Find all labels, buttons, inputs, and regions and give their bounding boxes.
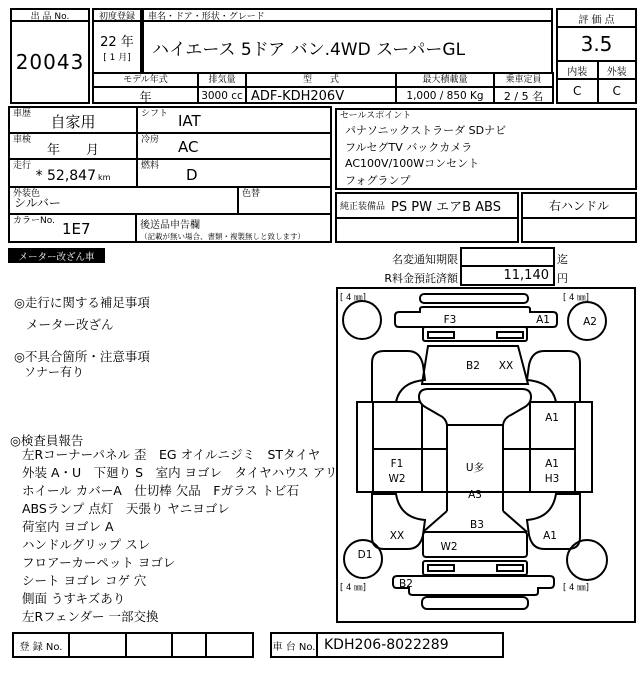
score-box [556, 26, 637, 62]
mileage-value: * 52,847 [35, 167, 96, 184]
color-change-label: 色替 [242, 189, 261, 199]
score-value: 3.5 [580, 32, 613, 56]
tread-depth-rear-right: [ 4 ㎜] [563, 583, 589, 593]
panel-label-rear-a1: A1 [543, 530, 557, 542]
panel-label-u: U多 [465, 462, 485, 474]
chassis-no-box [316, 632, 504, 658]
capacity-value: 2 / 5 名 [503, 90, 544, 103]
later-goods-box [135, 213, 332, 243]
color-no-label: カラーNo. [13, 216, 55, 226]
model-code-cell [245, 72, 397, 104]
inspector-line: 左Rコーナーパネル 歪 EG オイルニジミ STタイヤ [22, 447, 321, 462]
fuel-box [136, 158, 332, 188]
registration-no-label: 登 録 No. [14, 634, 70, 656]
mileage-label: 走行 [13, 161, 32, 171]
panel-label-a3: A3 [468, 489, 482, 501]
meter-tamper-badge: メーター改ざん車 [8, 248, 105, 263]
panel-label-a2: A2 [583, 316, 597, 328]
registration-cell [173, 634, 207, 656]
ac-value: AC [178, 138, 199, 156]
capacity-label: 乗車定員 [495, 74, 552, 88]
sales-points-box [335, 108, 637, 190]
first-reg-box [92, 20, 142, 74]
inspector-line: ABSランプ 点灯 天張り ヤニヨゴレ [22, 501, 230, 516]
tread-depth-rear-left: [ 4 ㎜] [340, 583, 366, 593]
panel-label-xx: XX [498, 360, 514, 372]
first-reg-year: 22 年 [100, 35, 134, 50]
inspector-line: 荷室内 ヨゴレ A [22, 519, 114, 534]
displacement-cell [197, 72, 247, 104]
vehicle-name: ハイエース 5ドア バン.4WD スーパーGL [152, 39, 466, 60]
inspector-line: 左Rフェンダー 一部交換 [22, 609, 159, 624]
later-goods-note: （記載が無い場合、書類・複製無しと致します） [140, 232, 305, 241]
damage-diagram [336, 287, 637, 624]
history-value: 自家用 [50, 112, 96, 131]
steering-value: 右ハンドル [548, 199, 609, 213]
inspector-line: 外装 A・U 下廻り S 室内 ヨゴレ タイヤハウス アリ [22, 465, 338, 480]
fuel-label: 燃料 [141, 161, 160, 171]
inspector-line: ハンドルグリップ スレ [22, 537, 151, 552]
inspector-report-lines [22, 446, 337, 626]
sales-points-label: セールスポイント [340, 111, 412, 121]
panel-label-rear-bumper-b2: B2 [399, 578, 413, 590]
chassis-no-label: 車 台 No. [272, 641, 316, 653]
panel-label-left-w2: W2 [388, 473, 406, 485]
model-year-cell [92, 72, 199, 104]
model-code-value: ADF-KDH206V [251, 88, 345, 104]
inspection-value: 年 月 [46, 142, 99, 158]
displacement-value: 3000 cc [201, 90, 243, 102]
sales-point: パナソニックストラーダ SDナビ [345, 124, 507, 137]
exterior-color-label: 外装色 [13, 189, 41, 199]
lot-no-box [10, 20, 90, 104]
registration-cell [207, 634, 252, 656]
capacity-cell [493, 72, 554, 104]
tread-depth-front-right: [ 4 ㎜] [563, 293, 589, 303]
ac-label: 冷房 [141, 135, 160, 145]
lot-no-label: 出 品 No. [30, 11, 70, 20]
recycle-fee-label: R料金預託済額 [384, 272, 458, 285]
displacement-label: 排気量 [199, 74, 245, 88]
recycle-fee-field [460, 265, 555, 286]
inspector-line: 側面 うすキズあり [22, 591, 126, 606]
shift-box [136, 106, 332, 134]
panel-label-f3: F3 [443, 314, 457, 326]
inspector-line: フロアーカーペット ヨゴレ [22, 555, 176, 570]
panel-label-b2: B2 [466, 360, 480, 372]
shift-value: IAT [178, 112, 201, 130]
equipment-empty-box [335, 217, 519, 243]
payload-value: 1,000 / 850 Kg [406, 90, 484, 102]
panel-label-b3: B3 [470, 519, 484, 531]
inspection-box [8, 132, 138, 160]
panel-label-right-front-a1: A1 [545, 412, 559, 424]
exterior-grade: C [597, 80, 636, 102]
history-label: 車歴 [13, 109, 32, 119]
mileage-unit: km [98, 173, 111, 182]
registration-cell [70, 634, 127, 656]
grade-box [556, 60, 637, 104]
exterior-color-box [8, 186, 239, 215]
sales-point: フォグランプ [345, 173, 411, 187]
panel-label-d1: D1 [357, 549, 373, 561]
defects-note: ソナー有り [24, 365, 85, 379]
chassis-no-header [270, 632, 318, 658]
name-change-suffix: 迄 [557, 253, 568, 266]
sales-point: AC100V/100Wコンセント [345, 157, 480, 170]
panel-label-rear-w2: W2 [440, 541, 458, 553]
equipment-value: PS PW エアB ABS [391, 200, 501, 215]
inspection-label: 車検 [13, 135, 32, 145]
steering-empty-box [521, 217, 637, 243]
payload-label: 最大積載量 [397, 74, 493, 88]
defects-title: ◎不具合箇所・注意事項 [14, 349, 150, 364]
interior-grade-label: 内装 [558, 62, 597, 80]
first-reg-month: [ 1 月] [103, 53, 131, 63]
model-year-value: 年 [139, 89, 152, 104]
chassis-number: KDH206-8022289 [324, 637, 449, 653]
payload-cell [395, 72, 495, 104]
tread-depth-front-left: [ 4 ㎜] [340, 293, 366, 303]
inspector-report-title: ◎検査員報告 [10, 433, 84, 448]
sales-point: フルセグTV バックカメラ [345, 140, 473, 154]
score-label: 評 価 点 [578, 14, 615, 26]
interior-grade: C [573, 84, 582, 98]
shift-label: シフト [141, 109, 169, 119]
steering-box [521, 192, 637, 219]
panel-label-front-a1: A1 [536, 314, 550, 326]
fuel-value: D [186, 165, 198, 184]
first-reg-label: 初度登録 [98, 11, 135, 20]
panel-label-rear-xx: XX [389, 530, 405, 542]
name-change-field [460, 247, 555, 267]
registration-cell [127, 634, 173, 656]
lot-number: 20043 [15, 50, 85, 74]
model-year-label: モデル年式 [94, 74, 197, 88]
recycle-fee-amount: 11,140 [503, 268, 549, 283]
diagram-frame [337, 288, 635, 622]
color-change-box [237, 186, 332, 215]
equipment-label: 純正装備品 [340, 202, 386, 212]
ac-box [136, 132, 332, 160]
mileage-box [8, 158, 138, 188]
later-goods-label: 後送品申告欄 [140, 220, 200, 231]
recycle-fee-unit: 円 [557, 272, 568, 285]
exterior-grade-label: 外装 [597, 62, 636, 80]
panel-label-h3: H3 [544, 473, 560, 485]
vehicle-name-label: 車名・ドア・形状・グレード [148, 11, 265, 20]
mileage-remarks-note: メーター改ざん [26, 317, 114, 332]
registration-no-table [12, 632, 254, 658]
score-header [556, 8, 637, 28]
inspector-line: シート ヨゴレ コゲ 穴 [22, 573, 147, 588]
panel-label-right-a1: A1 [545, 458, 559, 470]
exterior-color-value: シルバー [14, 196, 61, 210]
color-no-value: 1E7 [62, 220, 91, 238]
vehicle-name-box [142, 20, 553, 74]
panel-label-f1: F1 [390, 458, 404, 470]
inspector-line: ホイール カバーA 仕切棒 欠品 Fガラス トビ石 [22, 483, 300, 498]
history-box [8, 106, 138, 134]
name-change-label: 名変通知期限 [392, 253, 458, 266]
mileage-remarks-title: ◎走行に関する補足事項 [14, 295, 150, 310]
equipment-box [335, 192, 519, 219]
model-code-label: 型 式 [247, 74, 395, 88]
color-no-box [8, 213, 137, 243]
